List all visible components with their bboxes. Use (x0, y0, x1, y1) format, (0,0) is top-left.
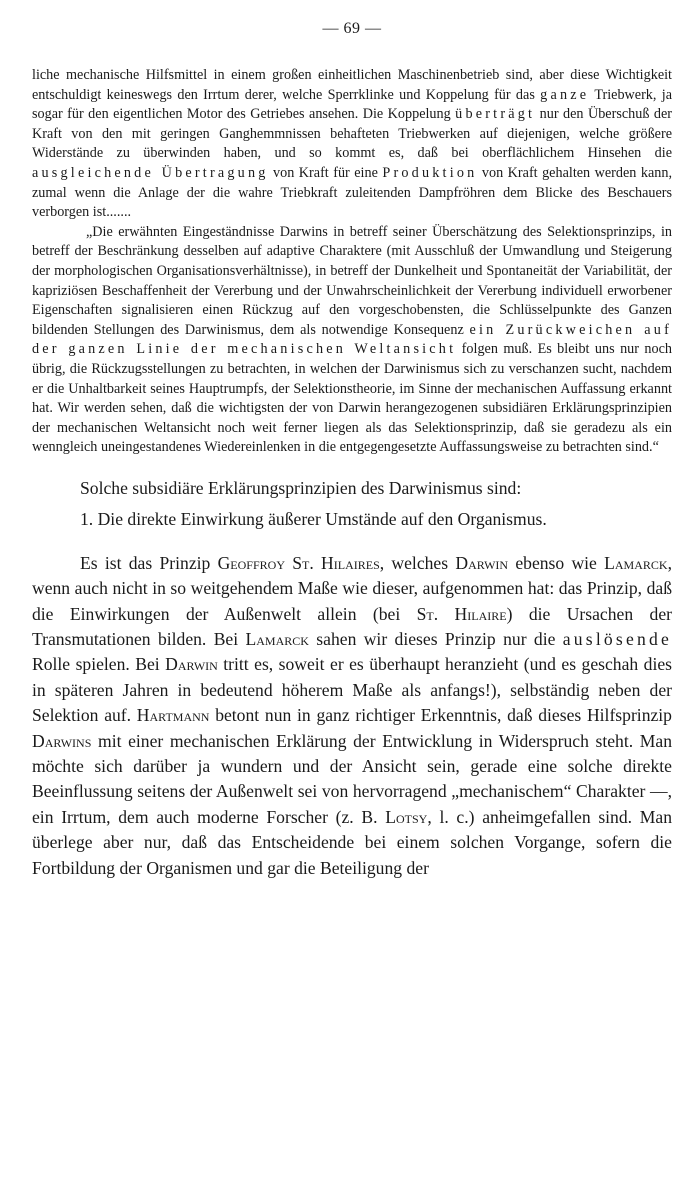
author-name: Darwin (455, 552, 509, 573)
list-item-1: 1. Die direkte Einwirkung äußerer Umstände auf den Organismus. (80, 509, 547, 530)
author-name: Darwins (32, 730, 92, 751)
text-run: Es ist das Prinzip (80, 552, 218, 573)
text-run: nur den Überschuß der Kraft von den mit geringen Ganghemmnissen behafteten Triebwerken auf diejenigen, welche größere Widerstände zu überwinden haben, und so kommt es, daß bei oberflächlichem Hinsehen die (32, 106, 672, 162)
emphasis-spaced: ausgleichende Übertragung (32, 164, 269, 181)
emphasis-spaced: ein Zurückweichen auf der ganzen Linie der mechanischen Weltansicht (32, 321, 672, 358)
emphasis-spaced: auslösende (562, 628, 672, 649)
text-run: von Kraft für eine (268, 164, 383, 181)
quoted-paragraph (32, 223, 672, 458)
paragraph-continuation (32, 66, 672, 223)
text-run: ) die Ursachen der Transmutationen bilden. Bei (32, 603, 672, 649)
page-number: — 69 — (322, 20, 382, 37)
text-run: liche mechanische Hilfsmittel in einem großen einheitlichen Maschinenbetrieb sind, aber diese Wichtigkeit entschuldigt keineswegs den Irrtum derer, welche Sperrklinke und Koppelung für das (32, 67, 672, 103)
author-name: Lamarck (604, 552, 668, 573)
text-run: „Die erwähnten Eingeständnisse Darwins in betreff seiner Überschätzung des Selektionsprinzips, in betreff der Beschränkung desselben auf adaptive Charaktere (mit Ausschluß der Umwandlung und Steigerung der morphologischen Organisationsverhältnisse), in betreff der Dunkelheit und Spontaneität der Variabilität, der kapriziösen Beschaffenheit der Vererbung und der Unwahrscheinlichkeit der Vererbung individuell erworbener Eigenschaften signalisieren einen Rückzug auf den vorgeschobensten, die Schlüsselpunkte des Ganzen bildenden Stellungen des Darwinismus, dem als notwendige Konsequenz (32, 223, 672, 338)
text-run: tritt es, soweit er es überhaupt heranzieht (und es geschah dies in späteren Jahren in bedeutend höherem Maße als anfangs!), selbständig neben der Selektion auf. (32, 654, 672, 726)
section-intro-line: Solche subsidiäre Erklärungsprinzipien des Darwinismus sind: (80, 477, 522, 498)
author-name: Geoffroy St. Hilaires (217, 552, 380, 573)
emphasis-spaced: überträgt (455, 106, 536, 123)
emphasis-spaced: Produktion (382, 164, 478, 181)
text-run: Triebwerk, ja sogar für den eigentlichen Motor des Getriebes ansehen. Die Koppelung (32, 86, 673, 123)
author-name: Hartmann (136, 705, 210, 726)
text-run: folgen muß. Es bleibt uns nur noch übrig, die Rückzugsstellungen zu betrachten, in welchen der Darwinismus sich zu verschanzen sucht, nachdem er die Unhaltbarkeit seines Hauptrumpfs, der Selektionstheorie, im Sinne der mechanischen Auffassung erkannt hat. Wir werden sehen, daß die wichtigsten der von Darwin herangezogenen subsidiären Erklärungsprinzipien der mechanischen Weltansicht noch weit ferner liegen als das Selektionsprinzip, daß sie geradezu als ein wenngleich uneingestandenes Wiedereinlenken in die entgegengesetzte Auffassungsweise zu betrachten sind.“ (32, 341, 672, 456)
emphasis-spaced: ganze (540, 86, 590, 103)
text-run: Rolle spielen. Bei (32, 654, 166, 675)
text-run: mit einer mechanischen Erklärung der Entwicklung in Widerspruch steht. Man möchte sich darüber ja wundern und der Ansicht sein, gerade eine solche direkte Beeinflussung seitens der Außenwelt sei von hervorragend „mechanischem“ Charakter —, ein Irrtum, dem auch moderne Forscher (z. B. (32, 730, 672, 827)
text-run: , wenn auch nicht in so weitgehendem Maße wie dieser, aufgenommen hat: das Prinzip, daß die Einwirkungen der Außenwelt allein (bei (32, 552, 672, 624)
text-run: ebenso wie (508, 552, 605, 573)
author-name: Lamarck (245, 628, 309, 649)
text-run: sahen wir dieses Prinzip nur die (308, 628, 563, 649)
text-run: , welches (379, 552, 456, 573)
text-run: , l. c.) anheimgefallen sind. Man überlege aber nur, daß das Entscheidende bei einem solchen Vorgange, sofern die Fortbildung der Organismen und gar die Beteiligung der (32, 806, 673, 878)
book-page (32, 20, 672, 881)
author-name: Darwin (165, 654, 218, 675)
author-name: Lotsy (385, 806, 428, 827)
author-name: St. Hilaire (416, 603, 507, 624)
text-run: von Kraft gehalten werden kann, zumal wenn die Anlage der die wahre Triebkraft zuleitenden Dampfröhren dem Blicke des Beschauers verborgen ist....... (32, 164, 672, 221)
body-paragraph (32, 551, 672, 881)
text-run: betont nun in ganz richtiger Erkenntnis, daß dieses Hilfsprinzip (209, 705, 672, 726)
